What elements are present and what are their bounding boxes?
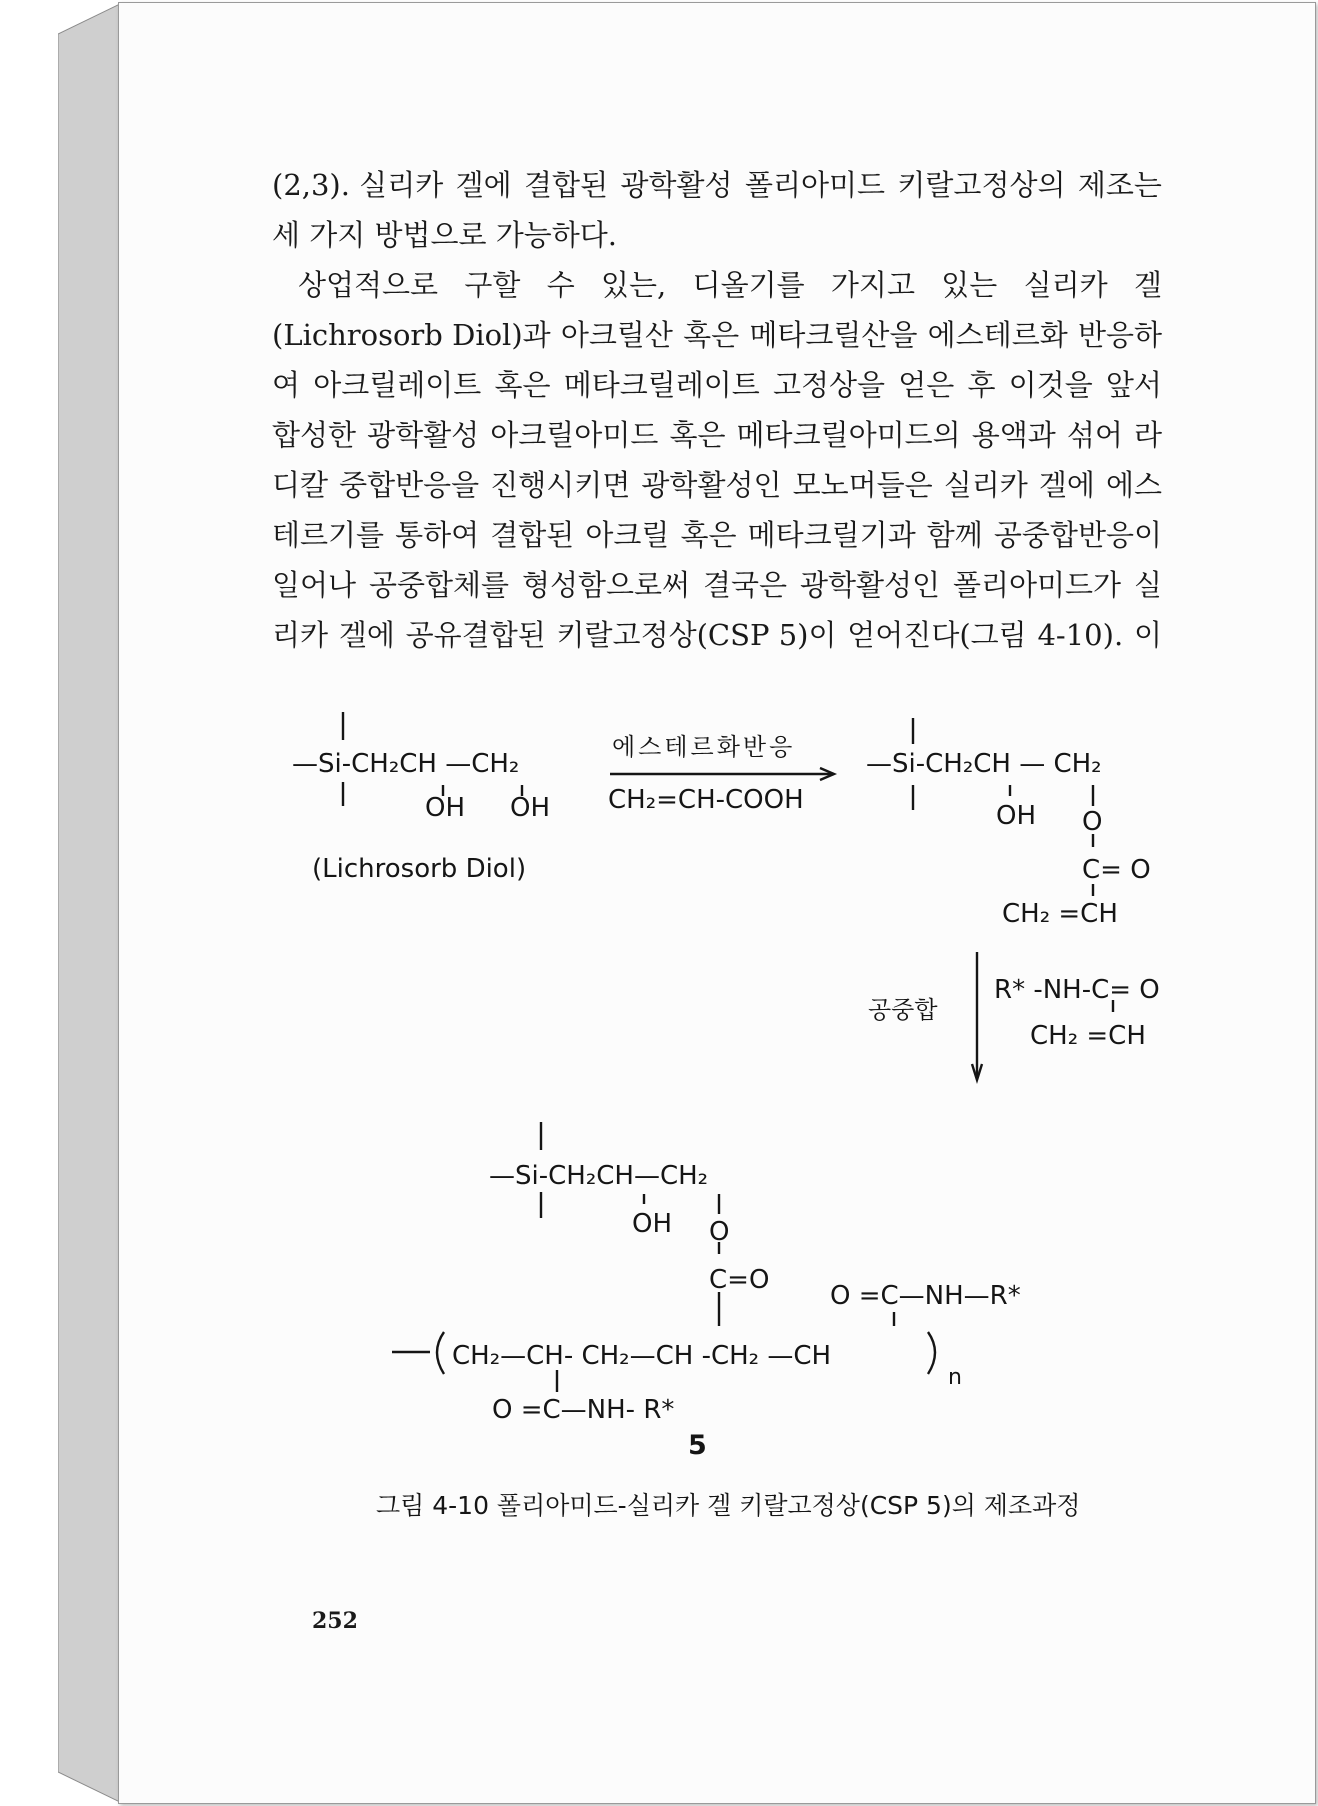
- word: 혹은: [494, 368, 551, 402]
- word: 통하여: [395, 518, 480, 552]
- oxygen-label: O: [709, 1217, 730, 1247]
- word: 에스: [1105, 468, 1162, 502]
- word: 결합된: [524, 168, 609, 202]
- compound-number: 5: [688, 1430, 707, 1461]
- word: 아크릴아미드: [490, 418, 659, 452]
- word: 키랄고정상(CSP 5)이: [556, 618, 837, 652]
- word: 얻어진다(그림: [847, 618, 1027, 652]
- amide-label: O =C—NH—R*: [830, 1281, 1021, 1311]
- word: 진행시키면: [490, 468, 631, 502]
- word: 후: [967, 368, 996, 402]
- word: 광학활성인: [641, 468, 782, 502]
- hydroxyl-label: OH: [510, 793, 551, 823]
- word: 라: [1133, 418, 1162, 452]
- word: 테르기를: [272, 518, 385, 552]
- word: (Lichrosorb Diol)과: [272, 318, 551, 352]
- word: 키랄고정상의: [897, 168, 1066, 202]
- word: 광학활성인: [799, 568, 941, 602]
- word: 모노머들은: [792, 468, 933, 502]
- word: 혹은: [683, 318, 740, 352]
- word: (2,3). 실리카: [272, 168, 444, 202]
- vinyl-label: CH₂ =CH: [1002, 899, 1118, 929]
- carbonyl-label: C=O: [709, 1265, 770, 1295]
- word: 광학활성: [367, 418, 480, 452]
- word: 용액과: [971, 418, 1056, 452]
- word: 중합반응을: [339, 468, 480, 502]
- polymer-backbone: CH₂—CH- CH₂—CH -CH₂ —CH: [452, 1341, 832, 1371]
- word: 겔에: [1038, 468, 1095, 502]
- word: 겔: [1133, 268, 1162, 302]
- product-structure: —Si-CH₂CH—CH₂: [489, 1161, 709, 1191]
- word: 겔에: [455, 168, 512, 202]
- carbonyl-label: C= O: [1082, 855, 1151, 885]
- reagent-label: CH₂=CH-COOH: [608, 785, 804, 815]
- reaction-step-label: 에스테르화반응: [612, 733, 796, 761]
- word: 공유결합된: [405, 618, 546, 652]
- word: 결국은: [702, 568, 788, 602]
- word: 이것을: [1008, 368, 1093, 402]
- word: 폴리아미드가: [952, 568, 1122, 602]
- word: 합성한: [272, 418, 357, 452]
- word: 일어나: [272, 568, 357, 602]
- word: 실리카: [943, 468, 1028, 502]
- repeat-subscript: n: [948, 1365, 962, 1390]
- word: 아크릴: [585, 518, 670, 552]
- word: 세 가지 방법으로 가능하다.: [272, 218, 618, 252]
- figure-caption: 그림 4-10 폴리아미드-실리카 겔 키랄고정상(CSP 5)의 제조과정: [376, 1491, 1081, 1520]
- word: 광학활성: [620, 168, 733, 202]
- word: 있는: [941, 268, 998, 302]
- word: 아크릴레이트: [313, 368, 482, 402]
- word: 실리카: [1023, 268, 1108, 302]
- word: 이: [1133, 618, 1162, 652]
- word: 있는,: [601, 268, 667, 302]
- hydroxyl-label: OH: [632, 1209, 673, 1239]
- word: 얻은: [898, 368, 955, 402]
- word: 리카: [272, 618, 329, 652]
- word: 디올기를: [692, 268, 805, 302]
- oxygen-label: O: [1082, 807, 1103, 837]
- word: 앞서: [1105, 368, 1162, 402]
- compound-name: (Lichrosorb Diol): [312, 854, 527, 884]
- word: 메타크릴기과: [747, 518, 916, 552]
- word: 수: [546, 268, 575, 302]
- word: 반응하: [1077, 318, 1162, 352]
- reagent-label: CH₂ =CH: [1030, 1021, 1146, 1051]
- word: 형성함으로써: [521, 568, 691, 602]
- word: 결합된: [490, 518, 575, 552]
- word: 구할: [464, 268, 521, 302]
- word: 아크릴산: [560, 318, 673, 352]
- page-number: 252: [312, 1608, 358, 1634]
- amide-label: O =C—NH- R*: [492, 1395, 675, 1425]
- word: 폴리아미드: [744, 168, 886, 202]
- word: 메타크릴레이트: [563, 368, 760, 402]
- word: 제조는: [1077, 168, 1162, 202]
- word: 4-10).: [1037, 618, 1124, 652]
- reaction-step-label: 공중합: [868, 996, 938, 1024]
- intermediate-structure: —Si-CH₂CH — CH₂: [866, 749, 1102, 779]
- word: 공중합반응이: [993, 518, 1162, 552]
- word: 함께: [926, 518, 983, 552]
- word: 실: [1133, 568, 1162, 602]
- word: 섞어: [1066, 418, 1123, 452]
- word: 여: [272, 368, 301, 402]
- word: 에스테르화: [927, 318, 1068, 352]
- word: 메타크릴아미드의: [736, 418, 961, 452]
- word: 디칼: [272, 468, 329, 502]
- diol-structure: —Si-CH₂CH —CH₂: [292, 749, 520, 779]
- word: 상업적으로: [298, 268, 439, 302]
- word: 겔에: [338, 618, 395, 652]
- hydroxyl-label: OH: [996, 801, 1037, 831]
- reagent-label: R* -NH-C= O: [994, 975, 1160, 1005]
- word: 가지고: [830, 268, 915, 302]
- word: 고정상을: [773, 368, 886, 402]
- word: 메타크릴산을: [749, 318, 918, 352]
- hydroxyl-label: OH: [425, 793, 466, 823]
- word: 공중합체를: [368, 568, 510, 602]
- word: 혹은: [669, 418, 726, 452]
- word: 혹은: [680, 518, 737, 552]
